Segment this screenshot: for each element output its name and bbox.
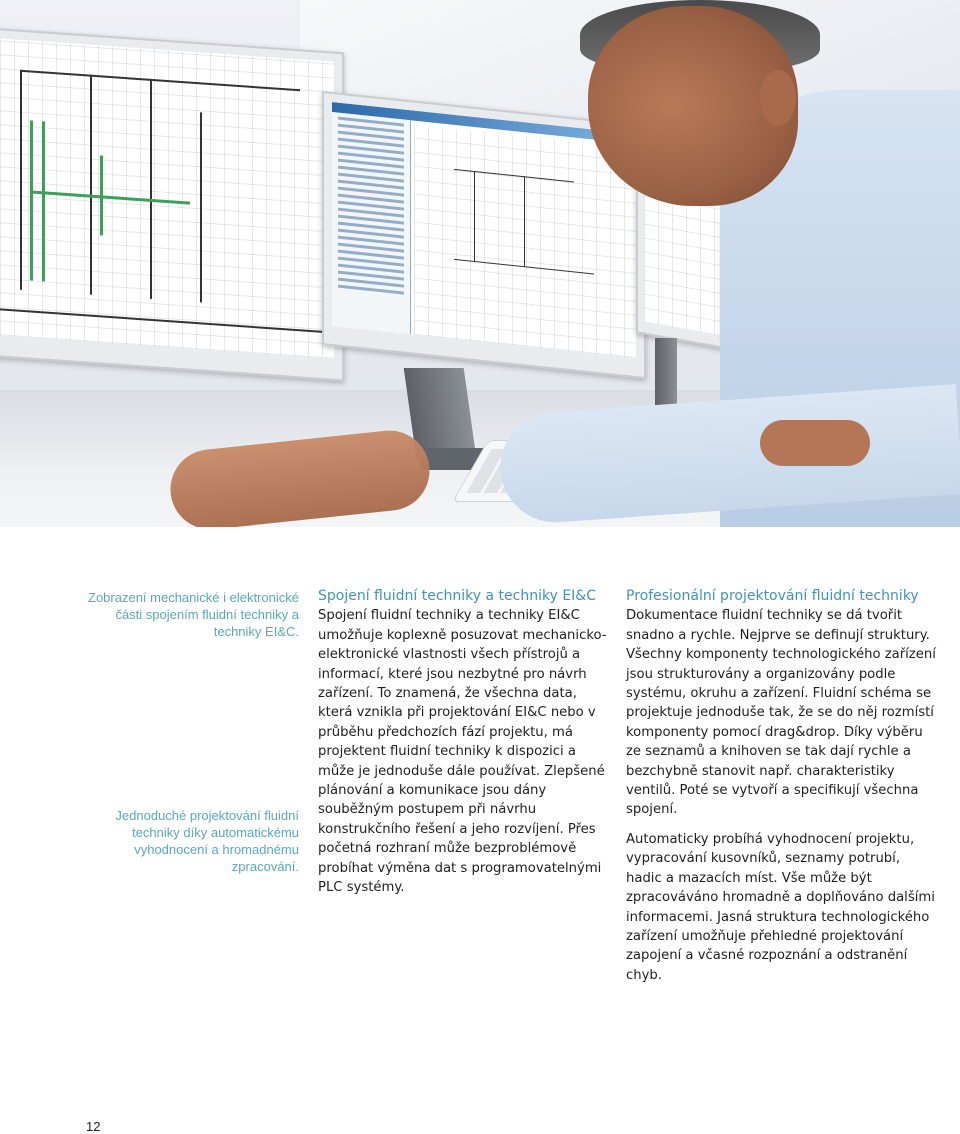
section-heading: Spojení fluidní techniky a techniky EI&C: [318, 588, 596, 604]
electrical-schematic: [0, 38, 334, 358]
engineer-ear: [760, 70, 796, 126]
hand-on-mouse: [760, 420, 870, 466]
text-column-1: [318, 587, 608, 898]
monitor-screen: [332, 102, 636, 358]
monitor-schematic: [0, 28, 344, 382]
body-paragraph: Dokumentace fluidní techniky se dá tvořit snadno a rychle. Nejprve se definují struktury. Všechny komponenty technologického zařízení jsou strukturovány a organizovány podle systému, okruhu a zařízení. Fluidní schéma se projektuje jednoduše tak, že se do něj rozmístí komponenty pomocí drag&drop. Díky výběru ze seznamů a knihoven se tak dají rychle a bezchybně stanovit např. charakteristiky ventilů. Poté se vytvoří a specifikují všechna spojení.: [626, 608, 936, 818]
hero-photo: [0, 0, 960, 527]
project-tree: [332, 112, 411, 334]
section-heading: Profesionální projektování fluidní techniky: [626, 588, 919, 604]
page-number: 12: [86, 1119, 101, 1134]
body-paragraph: Spojení fluidní techniky a techniky EI&C umožňuje koplexně posuzovat mechanicko-elektronické vlastnosti všech přístrojů a informací, které jsou nezbytné pro návrh zařízení. To znamená, že všechna data, která vznikla při projektování EI&C nebo v průběhu předchozích fází projektu, má projektent fluidní techniky k dispozici a může je jednoduše dále používat. Zlepšené plánování a komunikace jsou dány souběžným postupem při návrhu konstrukčního řešení a jeho rozvíjení. Přes početná rozhraní může bezproblémově probíhat výměna dat s programovatelnými PLC systémy.: [318, 608, 607, 896]
body-paragraph: Automaticky probíhá vyhodnocení projektu, vypracování kusovníků, seznamy potrubí, hadic a mazacích míst. Vše může být zpracováváno hromadně a doplňováno dalšími informacemi. Jasná struktura technologického zařízení umožňuje přehledné projektování zapojení a včasné rozpoznání a odstranění chyb.: [626, 831, 935, 983]
sidenote-caption: Zobrazení mechanické i elektronické části spojením fluidní techniky a techniky EI&C.: [88, 590, 299, 639]
sidenote-caption: Jednoduché projektování fluidní techniky díky automatickému vyhodnocení a hromadnému zpracování.: [115, 808, 299, 874]
monitor-screen: [0, 38, 334, 358]
text-column-2: [626, 587, 936, 985]
fluid-schematic: [414, 125, 636, 358]
